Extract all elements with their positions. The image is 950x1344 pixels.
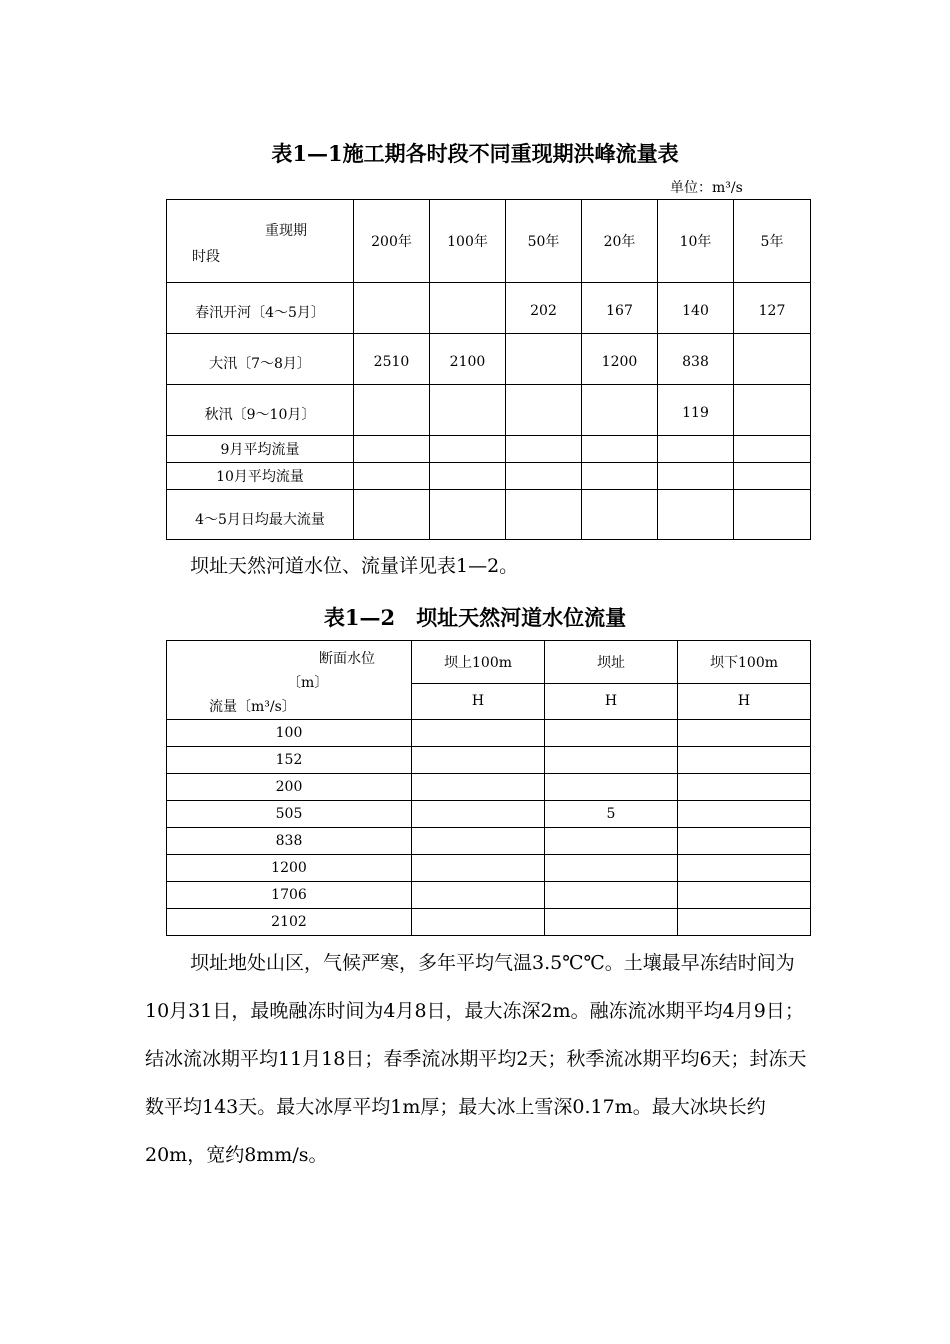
- table-cell: [734, 334, 811, 385]
- table-row: [167, 828, 811, 855]
- table-cell: [545, 909, 678, 936]
- table-cell: 167: [582, 283, 658, 334]
- body-paragraph: 坝址地处山区，气候严寒，多年平均气温3.5℃℃。土壤最早冻结时间为10月31日，最晚融冻时间为4月8日，最大冻深2m。融冻流冰期平均4月9日；结冰流冰期平均11月18日；春季流冰期平均2天；秋季流冰期平均6天；封冻天数平均143天。最大冰厚平均1m厚；最大冰上雪深0.17m。最大冰块长约20m，宽约8mm/s。: [145, 952, 807, 1166]
- table-row: [167, 385, 811, 436]
- table-cell: [506, 463, 582, 490]
- table-cell: [412, 882, 545, 909]
- table-cell: [430, 436, 506, 463]
- table-cell: [506, 490, 582, 540]
- table2-header: 坝下100m: [678, 641, 811, 684]
- table-cell: [430, 283, 506, 334]
- table1: [166, 199, 811, 540]
- table-cell: 5: [545, 801, 678, 828]
- table1-corner-bottom: 时段: [192, 249, 220, 265]
- table2-corner-top: 断面水位: [319, 651, 375, 667]
- table1-header: 5年: [734, 200, 811, 283]
- table-cell: [354, 436, 430, 463]
- table1-unit: 单位：m³/s: [670, 180, 743, 196]
- table-cell: 2100: [430, 334, 506, 385]
- table-row: [167, 720, 811, 747]
- row-label: 4～5月日均最大流量: [167, 490, 354, 540]
- table-cell: [734, 385, 811, 436]
- table2-header: 坝址: [545, 641, 678, 684]
- table-cell: [658, 463, 734, 490]
- table1-header: 20年: [582, 200, 658, 283]
- table1-header: 50年: [506, 200, 582, 283]
- table2: [166, 640, 811, 936]
- table-cell: [734, 490, 811, 540]
- table-cell: [412, 774, 545, 801]
- row-label: 春汛开河〔4～5月〕: [167, 283, 354, 334]
- table-cell: [354, 385, 430, 436]
- intro-paragraph: 坝址天然河道水位、流量详见表1—2。: [190, 555, 519, 577]
- row-label: 大汛〔7～8月〕: [167, 334, 354, 385]
- table-cell: [354, 463, 430, 490]
- table-cell: [582, 385, 658, 436]
- table1-corner-top: 重现期: [265, 223, 307, 239]
- table-row: [167, 882, 811, 909]
- table-cell: [412, 801, 545, 828]
- table-cell: [545, 774, 678, 801]
- table-cell: [412, 828, 545, 855]
- table2-corner-bottom: 流量〔m³/s〕: [209, 699, 296, 715]
- table-cell: [506, 334, 582, 385]
- table1-title: 表1—1施工期各时段不同重现期洪峰流量表: [271, 141, 679, 166]
- table-row: [167, 283, 811, 334]
- table-cell: [506, 436, 582, 463]
- table-cell: [506, 385, 582, 436]
- table-cell: [678, 882, 811, 909]
- row-label: 1200: [167, 855, 412, 882]
- table-cell: [412, 909, 545, 936]
- table-row: [167, 747, 811, 774]
- table-cell: 1200: [582, 334, 658, 385]
- table-cell: [545, 855, 678, 882]
- table-cell: [582, 436, 658, 463]
- table-cell: [678, 747, 811, 774]
- table2-subheader: H: [412, 683, 545, 719]
- row-label: 200: [167, 774, 412, 801]
- row-label: 秋汛〔9～10月〕: [167, 385, 354, 436]
- row-label: 10月平均流量: [167, 463, 354, 490]
- table-cell: 2510: [354, 334, 430, 385]
- table-cell: [354, 490, 430, 540]
- row-label: 1706: [167, 882, 412, 909]
- table-cell: [678, 909, 811, 936]
- table2-corner-mid: 〔m〕: [287, 675, 329, 691]
- table-row: [167, 774, 811, 801]
- table-row: [167, 436, 811, 463]
- table-cell: [545, 882, 678, 909]
- row-label: 505: [167, 801, 412, 828]
- table-cell: 140: [658, 283, 734, 334]
- table-row: [167, 490, 811, 540]
- table2-subheader: H: [678, 683, 811, 719]
- row-label: 838: [167, 828, 412, 855]
- table-row: [167, 463, 811, 490]
- table-cell: [678, 801, 811, 828]
- table-cell: 202: [506, 283, 582, 334]
- table-cell: 838: [658, 334, 734, 385]
- table-cell: [678, 720, 811, 747]
- table-row: [167, 909, 811, 936]
- table-cell: [412, 747, 545, 774]
- table1-header: 10年: [658, 200, 734, 283]
- table2-header: 坝上100m: [412, 641, 545, 684]
- table-cell: [430, 463, 506, 490]
- table-cell: [545, 720, 678, 747]
- table-cell: [734, 463, 811, 490]
- table-row: [167, 801, 811, 828]
- table2-corner-cell: [167, 641, 412, 720]
- row-label: 152: [167, 747, 412, 774]
- table-cell: [658, 490, 734, 540]
- row-label: 9月平均流量: [167, 436, 354, 463]
- table2-subheader: H: [545, 683, 678, 719]
- table-cell: [678, 855, 811, 882]
- table-cell: 119: [658, 385, 734, 436]
- table-cell: [412, 720, 545, 747]
- table1-corner-cell: [167, 200, 354, 283]
- table1-header: 200年: [354, 200, 430, 283]
- table1-header: 100年: [430, 200, 506, 283]
- table-cell: [412, 855, 545, 882]
- row-label: 100: [167, 720, 412, 747]
- row-label: 2102: [167, 909, 412, 936]
- table-cell: [678, 774, 811, 801]
- table-row: [167, 855, 811, 882]
- table-cell: [678, 828, 811, 855]
- table-cell: [582, 490, 658, 540]
- table-cell: 127: [734, 283, 811, 334]
- table-cell: [582, 463, 658, 490]
- table-cell: [430, 385, 506, 436]
- table-cell: [354, 283, 430, 334]
- table2-title: 表1—2 坝址天然河道水位流量: [323, 605, 627, 630]
- table-cell: [658, 436, 734, 463]
- table-cell: [545, 747, 678, 774]
- table-row: [167, 334, 811, 385]
- table-cell: [734, 436, 811, 463]
- table-cell: [545, 828, 678, 855]
- table-cell: [430, 490, 506, 540]
